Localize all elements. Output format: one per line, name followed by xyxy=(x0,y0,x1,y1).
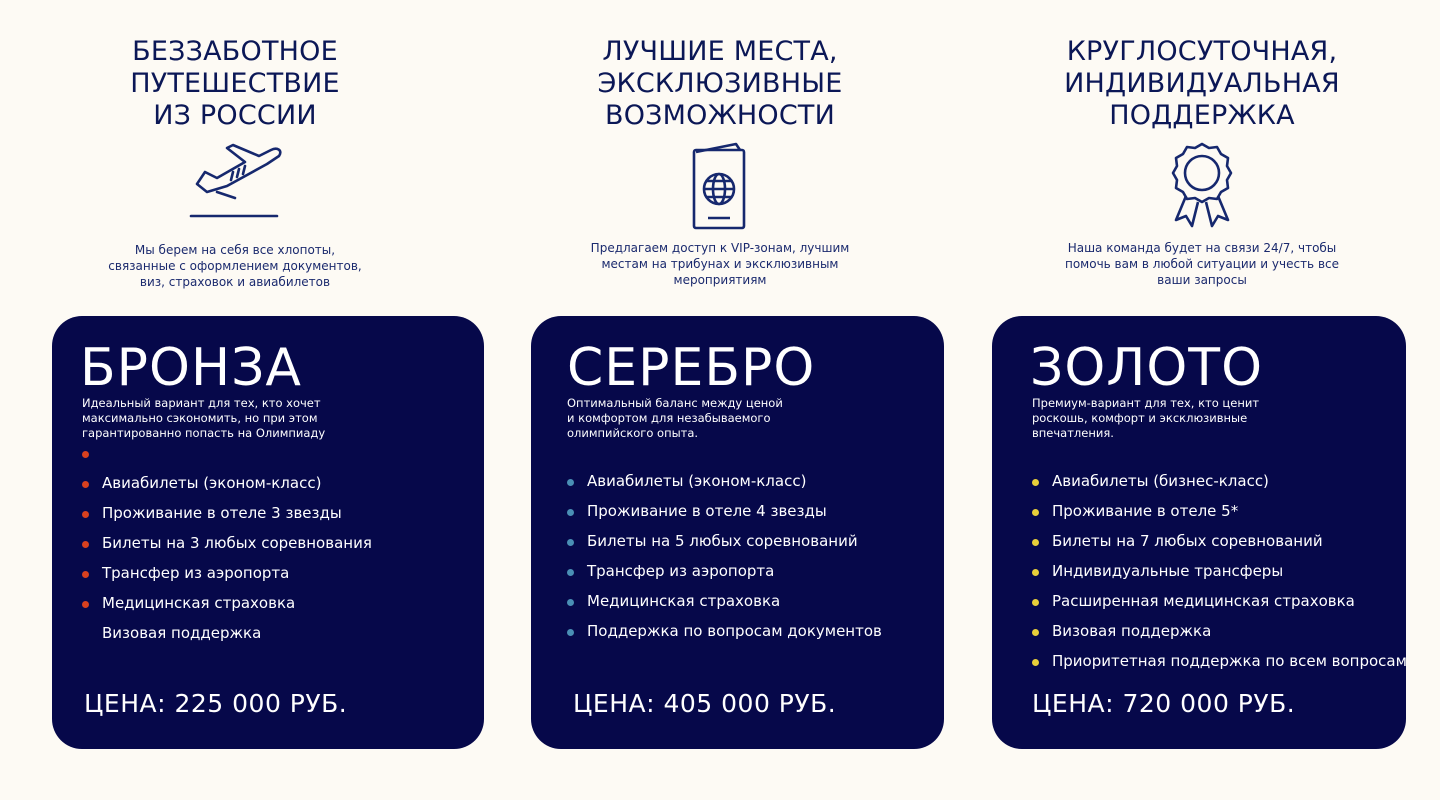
bullet-dot xyxy=(567,569,574,576)
bullet-dot xyxy=(82,511,89,518)
list-item: Поддержка по вопросам документов xyxy=(567,616,882,646)
feature-description: Предлагаем доступ к VIP-зонам, лучшим местам на трибунах и эксклюзивным мероприятиям xyxy=(590,241,850,287)
list-item: Приоритетная поддержка по всем вопросам xyxy=(1032,646,1407,676)
bullet-dot xyxy=(1032,509,1039,516)
list-item: Медицинская страховка xyxy=(567,586,882,616)
card-silver[interactable] xyxy=(531,316,944,749)
card-description: Оптимальный баланс между ценой и комфортом для незабываемого олимпийского опыта. xyxy=(567,396,783,440)
bullet-dot xyxy=(82,601,89,608)
list-item: Визовая поддержка xyxy=(1032,616,1407,646)
feature-description: Наша команда будет на связи 24/7, чтобы помочь вам в любой ситуации и учесть все ваши запросы xyxy=(1064,241,1340,287)
bullet-dot xyxy=(82,571,89,578)
feature-title: КРУГЛОСУТОЧНАЯ, ИНДИВИДУАЛЬНАЯ ПОДДЕРЖКА xyxy=(1064,36,1340,131)
list-item: Визовая поддержка xyxy=(102,624,262,642)
card-price: ЦЕНА: 720 000 РУБ. xyxy=(1032,689,1296,718)
card-feature-list xyxy=(82,438,372,648)
list-item: Авиабилеты (бизнес-класс) xyxy=(1032,466,1407,496)
bullet-dot xyxy=(82,451,89,458)
card-title: ЗОЛОТО xyxy=(1030,338,1263,398)
card-price: ЦЕНА: 225 000 РУБ. xyxy=(84,689,348,718)
bullet-dot xyxy=(567,629,574,636)
card-bronze[interactable] xyxy=(52,316,484,749)
bullet-dot xyxy=(82,481,89,488)
list-item: Трансфер из аэропорта xyxy=(567,556,882,586)
feature-support xyxy=(1062,36,1342,296)
bullet-dot xyxy=(1032,659,1039,666)
list-item: Медицинская страховка xyxy=(82,588,372,618)
bullet-dot xyxy=(567,479,574,486)
list-item: Проживание в отеле 5* xyxy=(1032,496,1407,526)
list-item: Проживание в отеле 3 звезды xyxy=(82,498,372,528)
card-description: Идеальный вариант для тех, кто хочет максимально сэкономить, но при этом гарантированно попасть на Олимпиаду xyxy=(82,396,326,440)
feature-vip xyxy=(590,36,850,296)
feature-title: ЛУЧШИЕ МЕСТА, ЭКСКЛЮЗИВНЫЕ ВОЗМОЖНОСТИ xyxy=(597,36,843,131)
card-title: БРОНЗА xyxy=(80,338,302,398)
passport-icon xyxy=(690,142,750,230)
card-title: СЕРЕБРО xyxy=(567,338,816,398)
award-rosette-icon xyxy=(1166,140,1238,230)
list-item: Проживание в отеле 4 звезды xyxy=(567,496,882,526)
card-gold[interactable] xyxy=(992,316,1406,749)
list-item: Авиабилеты (эконом-класс) xyxy=(567,466,882,496)
bullet-dot xyxy=(1032,629,1039,636)
bullet-dot xyxy=(1032,479,1039,486)
feature-title: БЕЗЗАБОТНОЕ ПУТЕШЕСТВИЕ ИЗ РОССИИ xyxy=(130,36,340,131)
bullet-dot xyxy=(1032,539,1039,546)
list-item: Билеты на 7 любых соревнований xyxy=(1032,526,1407,556)
airplane-takeoff-icon xyxy=(187,142,283,220)
card-price: ЦЕНА: 405 000 РУБ. xyxy=(573,689,837,718)
list-item: Авиабилеты (эконом-класс) xyxy=(82,468,372,498)
feature-travel xyxy=(110,36,360,296)
feature-description: Мы берем на себя все хлопоты, связанные с оформлением документов, виз, страховок и авиабилетов xyxy=(108,243,362,289)
list-item xyxy=(82,438,372,468)
list-item: Трансфер из аэропорта xyxy=(82,558,372,588)
list-item: Билеты на 3 любых соревнования xyxy=(82,528,372,558)
list-item: Индивидуальные трансферы xyxy=(1032,556,1407,586)
card-description: Премиум-вариант для тех, кто ценит роскошь, комфорт и эксклюзивные впечатления. xyxy=(1032,396,1260,440)
bullet-dot xyxy=(567,539,574,546)
list-item: Расширенная медицинская страховка xyxy=(1032,586,1407,616)
bullet-dot xyxy=(567,599,574,606)
bullet-dot xyxy=(1032,599,1039,606)
card-feature-list xyxy=(1032,466,1407,676)
bullet-dot xyxy=(567,509,574,516)
bullet-dot xyxy=(1032,569,1039,576)
card-feature-list xyxy=(567,466,882,646)
list-item: Билеты на 5 любых соревнований xyxy=(567,526,882,556)
bullet-dot xyxy=(82,541,89,548)
